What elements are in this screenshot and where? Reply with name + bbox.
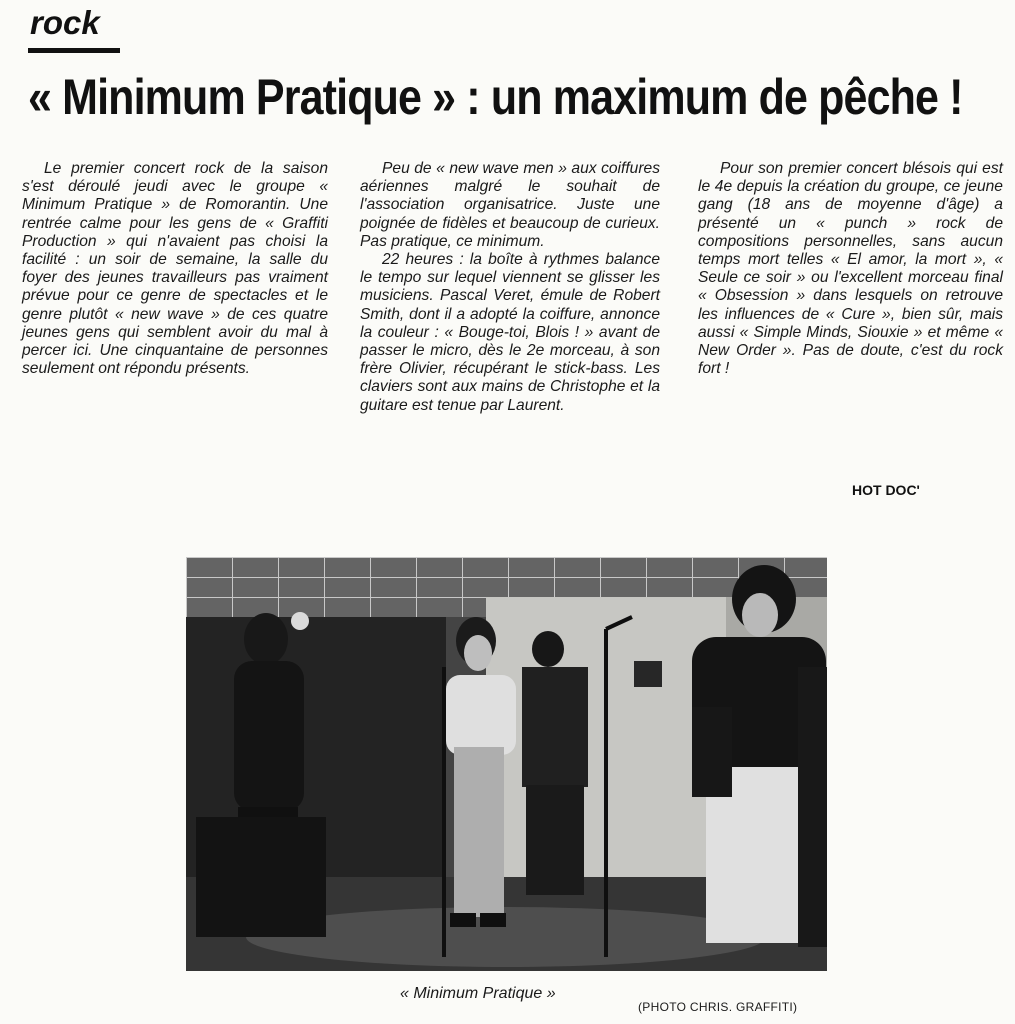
paragraph: 22 heures : la boîte à rythmes balance le tempo sur lequel viennent se glisser les musiciens. Pascal Veret, émule de Robert Smith, dont il a adopté la coiffure, annonce la couleur : « Bouge-toi, Blois ! » avant de passer le micro, dès le 2e morceau, à son frère Olivier, récupérant le stick-bass. Les claviers sont aux mains de Christophe et la guitare est tenue par Laurent. (360, 251, 660, 414)
paragraph: Le premier concert rock de la saison s'est déroulé jeudi avec le groupe « Minimum Pratique » de Romorantin. Une rentrée calme pour les gens de « Graffiti Production » qui n'avaient pas choisi la facilité : un soir de semaine, la salle du foyer des jeunes travailleurs pas vraiment prévue pour ce genre de spectacles et le genre plutôt « new wave » de ces quatre jeunes gens qui semblent avoir du mal à percer ici. Une cinquantaine de personnes seulement ont répondu présents. (22, 160, 328, 378)
paragraph: Pour son premier concert blésois qui est le 4e depuis la création du groupe, ce jeune gang (18 ans de moyenne d'âge) a présenté un « punch » rock de compositions personnelles, sans aucun temps mort telles « El amor, la mort », « Seule ce soir » ou l'excellent morceau final « Obsession » dans lesquels on retrouve les influences de « Cure », bien sûr, mais aussi « Simple Minds, Siouxie » et même « New Order ». Pas de doute, c'est du rock fort ! (698, 160, 1003, 378)
article-column-1 (22, 160, 328, 378)
section-underline (28, 48, 120, 53)
photo-credit: (PHOTO CHRIS. GRAFFITI) (638, 1000, 798, 1014)
band-photo-illustration (186, 557, 827, 971)
article-column-2 (360, 160, 660, 415)
article-column-3 (698, 160, 1003, 378)
photo-caption: « Minimum Pratique » (400, 985, 556, 1002)
concert-photo (186, 557, 827, 971)
section-label: rock (30, 4, 100, 41)
article-headline: « Minimum Pratique » : un maximum de pêche ! (28, 69, 963, 125)
byline: HOT DOC' (852, 482, 920, 498)
paragraph: Peu de « new wave men » aux coiffures aériennes malgré le souhait de l'association organisatrice. Juste une poignée de fidèles et beaucoup de curieux. Pas pratique, ce minimum. (360, 160, 660, 250)
